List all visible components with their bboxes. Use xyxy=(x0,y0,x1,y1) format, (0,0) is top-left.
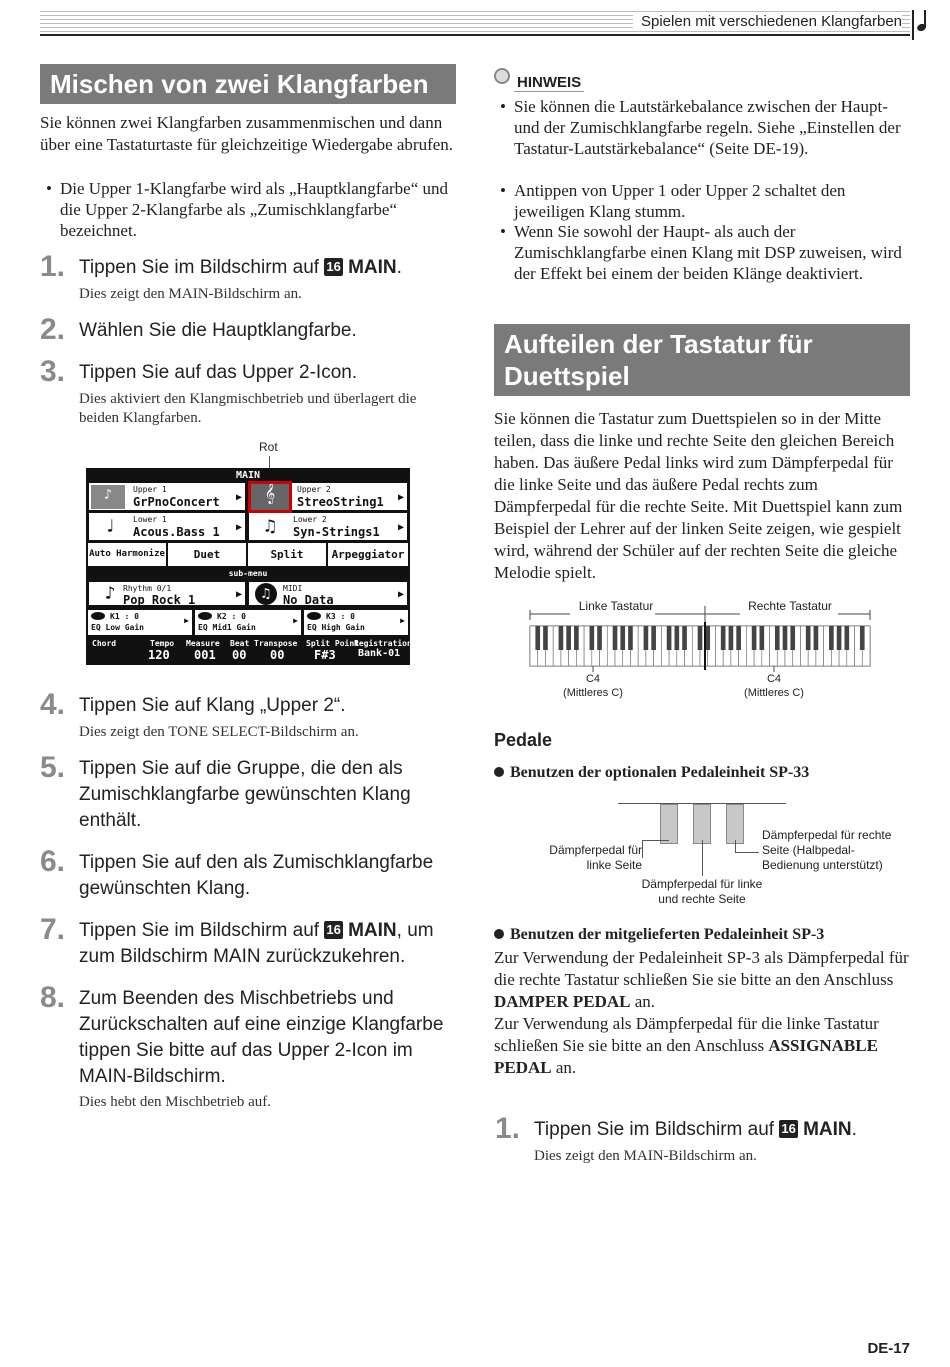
main-screen-illustration xyxy=(86,468,410,665)
black-key xyxy=(860,626,865,650)
pedal-middle-label: Dämpferpedal für linke und rechte Seite xyxy=(641,877,763,906)
step-3-text: Tippen Sie auf das Upper 2-Icon. xyxy=(79,362,358,383)
screen-key-badge: 16 xyxy=(326,922,341,937)
upper1-cell: ♪ Upper 1 GrPnoConcert ▶ xyxy=(88,482,246,511)
black-key xyxy=(682,626,687,650)
step-number: 1. xyxy=(495,1112,521,1145)
black-key xyxy=(559,626,564,650)
pedal-right xyxy=(726,804,744,844)
violin-icon-highlighted: 𝄞 xyxy=(251,484,289,510)
black-key xyxy=(644,626,649,650)
black-key xyxy=(620,626,625,650)
black-key xyxy=(566,626,571,650)
split-button: Split xyxy=(248,543,326,566)
knob-icon xyxy=(91,612,105,620)
black-key xyxy=(628,626,633,650)
duet-step-1-text: Tippen Sie im Bildschirm auf 16 MAIN. xyxy=(534,1119,857,1140)
note-2: • Antippen von Upper 1 oder Upper 2 schaltet den jeweiligen Klang stumm. xyxy=(494,180,910,222)
split-point-value: F#3 xyxy=(314,648,336,662)
step-number: 8. xyxy=(40,981,66,1014)
section-heading-duet: Aufteilen der Tastatur für Duettspiel xyxy=(494,324,910,396)
registration-value: Bank-01 xyxy=(358,648,401,659)
pedale-heading: Pedale xyxy=(494,730,553,750)
black-key xyxy=(597,626,602,650)
step-number: 4. xyxy=(40,688,66,721)
beat-value: 00 xyxy=(232,648,247,662)
metronome-icon: ♪ xyxy=(104,583,116,604)
mixing-intro: Sie können zwei Klangfarben zusammenmischen und dann über eine Tastaturtaste für gleichzeitige Wiedergabe abrufen. xyxy=(40,113,454,154)
split-keyboard-diagram xyxy=(520,596,882,706)
step-7-text: Tippen Sie im Bildschirm auf 16 MAIN, um zum Bildschirm MAIN zurückzukehren. xyxy=(79,920,434,967)
transpose-label: Transpose xyxy=(254,639,298,648)
step-number: 7. xyxy=(40,913,66,946)
black-key xyxy=(675,626,680,650)
music-note-icon: ♫ xyxy=(255,583,277,605)
beat-label: Beat xyxy=(230,639,250,648)
black-key xyxy=(535,626,540,650)
auto-harmonize-button: Auto Harmonize xyxy=(88,543,166,566)
black-key xyxy=(760,626,765,650)
black-key xyxy=(613,626,618,650)
black-key xyxy=(721,626,726,650)
sp3-paragraph-2: Zur Verwendung als Dämpferpedal für die linke Tastatur schließen Sie sie bitte an den Anschluss ASSIGNABLE PEDAL an. xyxy=(494,1014,879,1077)
arrow-icon: ▶ xyxy=(235,492,242,503)
piano-icon: ♪ xyxy=(91,485,125,509)
black-key xyxy=(814,626,819,650)
midi-cell: ♫ MIDI No Data ▶ xyxy=(248,581,408,606)
step-1-result: Dies zeigt den MAIN-Bildschirm an. xyxy=(79,286,302,302)
black-key xyxy=(574,626,579,650)
pedal-left-label: Dämpferpedal für linke Seite xyxy=(549,843,642,872)
duet-intro: Sie können die Tastatur zum Duettspielen so in der Mitte teilen, dass die linke und rechte Seite den gleichen Bereich haben. Das äußere Pedal links wird zum Dämpferpedal für die linke Seite und das äußere Pedal rechts zum Dämpferpedal für die rechte Seite. Mit Duettspiel kann zum Beispiel der Lehrer auf der linken Seite zeigen, wie gespielt wird, während der Schüler auf der rechten Seite die gleiche Melodie spielt. xyxy=(494,409,903,582)
step-5-text: Tippen Sie auf die Gruppe, die den als Zumischklangfarbe gewünschten Klang enthält. xyxy=(79,758,411,831)
header-title: Spielen mit verschiedenen Klangfarben xyxy=(633,13,902,30)
sp33-heading: Benutzen der optionalen Pedaleinheit SP-33 xyxy=(494,764,809,782)
right-keyboard-label: Rechte Tastatur xyxy=(748,599,832,613)
c4-right-label: C4 xyxy=(766,673,782,685)
step-number: 6. xyxy=(40,845,66,878)
duet-step-1-result: Dies zeigt den MAIN-Bildschirm an. xyxy=(534,1148,757,1164)
arrow-icon: ▶ xyxy=(397,492,404,503)
tempo-label: Tempo xyxy=(150,639,175,648)
sp3-paragraph-1: Zur Verwendung der Pedaleinheit SP-3 als Dämpferpedal für die rechte Tastatur schließen Sie sie bitte an den Anschluss DAMPER PEDAL an. xyxy=(494,948,909,1011)
step-number: 5. xyxy=(40,751,66,784)
tempo-value: 120 xyxy=(148,648,170,662)
duet-button: Duet xyxy=(168,543,246,566)
step-1-text: Tippen Sie im Bildschirm auf 16 MAIN. xyxy=(79,257,402,278)
black-key xyxy=(829,626,834,650)
knob2-cell: K2 : 0 EQ Mid1 Gain ▶ xyxy=(195,610,301,635)
pedal-left xyxy=(660,804,678,844)
guitar-icon: ♩ xyxy=(104,516,116,537)
knob-icon xyxy=(307,612,321,620)
c4-right-sub: (Mittleres C) xyxy=(744,687,804,699)
black-key xyxy=(783,626,788,650)
black-key xyxy=(806,626,811,650)
step-number: 3. xyxy=(40,355,66,388)
black-key xyxy=(845,626,850,650)
c4-left-label: C4 xyxy=(585,673,601,685)
measure-label: Measure xyxy=(186,639,220,648)
note-3: • Wenn Sie sowohl der Haupt- als auch der Zumischklangfarbe einen Klang mit DSP zuweisen, wird der Effekt bei einem der beiden Klänge deaktiviert. xyxy=(494,221,910,284)
black-key xyxy=(698,626,703,650)
black-key xyxy=(667,626,672,650)
screen-title: MAIN xyxy=(235,470,261,481)
black-key xyxy=(736,626,741,650)
bullet-dot-icon xyxy=(494,767,504,777)
note-1: • Sie können die Lautstärkebalance zwischen der Haupt- und der Zumischklangfarbe regeln. Siehe „Einstellen der Tastatur-Lautstärkebalance“ (Seite DE-19). xyxy=(494,96,910,159)
c4-left-sub: (Mittleres C) xyxy=(563,687,623,699)
arpeggiator-button: Arpeggiator xyxy=(328,543,408,566)
arrow-icon: ▶ xyxy=(397,589,404,600)
strings-icon: ♫ xyxy=(264,516,276,537)
screen-key-badge: 16 xyxy=(781,1121,796,1136)
black-key xyxy=(837,626,842,650)
step-3-result: Dies aktiviert den Klangmischbetrieb und überlagert die beiden Klangfarben. xyxy=(79,391,417,426)
lower1-cell: ♩ Lower 1 Acous.Bass 1 ▶ xyxy=(88,512,246,541)
screen-key-badge: 16 xyxy=(326,259,341,274)
step-8-result: Dies hebt den Mischbetrieb auf. xyxy=(79,1094,272,1110)
upper2-cell: 𝄞 Upper 2 StreoString1 ▶ xyxy=(248,482,408,511)
left-keyboard-label: Linke Tastatur xyxy=(578,599,654,613)
transpose-value: 00 xyxy=(270,648,285,662)
magnifier-icon xyxy=(494,68,510,84)
running-header xyxy=(40,8,932,38)
measure-value: 001 xyxy=(194,648,216,662)
black-key xyxy=(651,626,656,650)
bullet-dot-icon xyxy=(494,929,504,939)
step-number: 2. xyxy=(40,313,66,346)
step-4-text: Tippen Sie auf Klang „Upper 2“. xyxy=(79,695,346,716)
mixing-bullet: • Die Upper 1-Klangfarbe wird als „Hauptklangfarbe“ und die Upper 2-Klangfarbe als „Zumischklangfarbe“ bezeichnet. xyxy=(40,178,456,241)
pedal-middle xyxy=(693,804,711,844)
black-key xyxy=(729,626,734,650)
lower2-cell: ♫ Lower 2 Syn-Strings1 ▶ xyxy=(248,512,408,541)
submenu-label: sub-menu xyxy=(228,569,268,578)
split-point-label: Split Point xyxy=(306,639,359,648)
step-2-text: Wählen Sie die Hauptklangfarbe. xyxy=(79,320,357,341)
arrow-icon: ▶ xyxy=(235,522,242,533)
callout-rot: Rot xyxy=(259,440,278,454)
step-number: 1. xyxy=(40,250,66,283)
chord-label: Chord xyxy=(92,639,117,648)
black-key xyxy=(590,626,595,650)
black-key xyxy=(790,626,795,650)
arrow-icon: ▶ xyxy=(235,589,242,600)
knob-icon xyxy=(198,612,212,620)
sp3-heading: Benutzen der mitgelieferten Pedaleinheit SP-3 xyxy=(494,926,824,944)
music-note-icon xyxy=(912,10,932,40)
step-8-text: Zum Beenden des Mischbetriebs und Zurückschalten auf eine einzige Klangfarbe tippen Sie bitte auf das Upper 2-Icon im MAIN-Bildschirm. xyxy=(79,988,444,1087)
black-key xyxy=(705,626,710,650)
arrow-icon: ▶ xyxy=(397,522,404,533)
knob1-cell: K1 : 0 EQ Low Gain ▶ xyxy=(88,610,192,635)
registration-label: Registration xyxy=(354,639,412,648)
black-key xyxy=(775,626,780,650)
step-6-text: Tippen Sie auf den als Zumischklangfarbe gewünschten Klang. xyxy=(79,852,434,899)
black-key xyxy=(543,626,548,650)
rhythm-cell: ♪ Rhythm 0/1 Pop Rock 1 ▶ xyxy=(88,581,246,606)
hinweis-label: HINWEIS xyxy=(494,68,590,96)
section-heading-mixing: Mischen von zwei Klangfarben xyxy=(40,64,456,104)
black-key xyxy=(752,626,757,650)
step-4-result: Dies zeigt den TONE SELECT-Bildschirm an. xyxy=(79,724,359,740)
pedal-right-label: Dämpferpedal für rechte Seite (Halbpedal-Bedienung unterstützt) xyxy=(762,828,892,872)
page-number: DE-17 xyxy=(867,1340,910,1357)
knob3-cell: K3 : 0 EQ High Gain ▶ xyxy=(304,610,408,635)
